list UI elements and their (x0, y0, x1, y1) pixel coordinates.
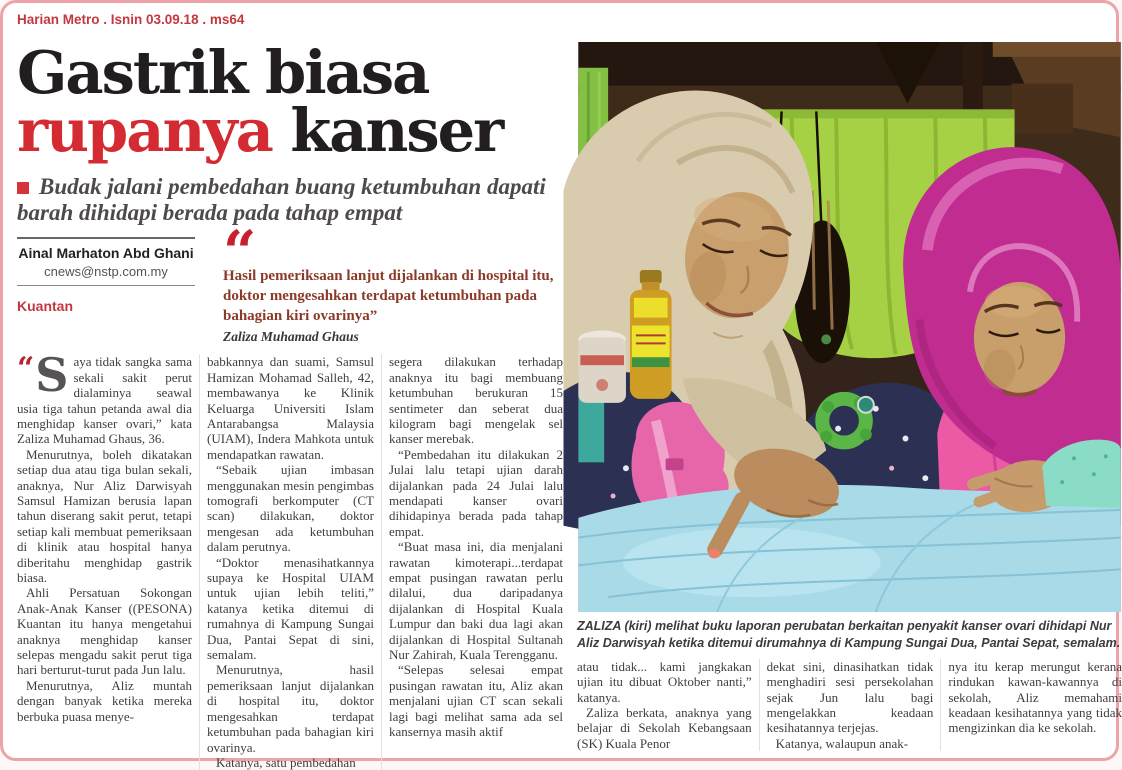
article-paragraph: “Selepas selesai empat pusingan rawatan itu, Aliz akan menjalani ujian CT scan sekali lagi bagi melihat sama ada sel kansernya masih aktif (389, 662, 563, 740)
article-paragraph: Katanya, satu pembedahan (216, 754, 356, 770)
headline (17, 38, 565, 165)
continuation-column-1 (577, 659, 759, 751)
article-paragraph: dekat sini, dinasihatkan tidak menghadiri sesi persekolahan sejak Jun lalu bagi mengelakkan keadaan kesihatannya terjejas. (766, 658, 934, 736)
article-paragraph: Katanya, walaupun anak- (775, 735, 909, 751)
watch-face (858, 397, 874, 413)
article-paragraph: Menurutnya, hasil pemeriksaan lanjut dijalankan di hospital itu, doktor mengesahkan terdapat ketumbuhan pada bahagian kiri ovarinya. (207, 662, 374, 755)
continuation-column-2 (759, 659, 941, 751)
painted-fingernail (708, 549, 720, 559)
byline-box (17, 237, 195, 345)
article-continuation (577, 659, 1122, 751)
headline-line1: Gastrik biasa (17, 38, 429, 107)
square-bullet-icon (17, 182, 29, 194)
photo-illustration-mother-daughter (577, 42, 1122, 612)
author-name: Ainal Marhaton Abd Ghani (18, 244, 194, 261)
article-paragraph: “Buat masa ini, dia menjalani rawatan kimoterapi...terdapat empat pusingan rawatan perlu dilalui, dua daripadanya dijalankan di Hospital Kuala Lumpur dan baki dua lagi akan dijalankan di Hospital Sultanah Nur Zahirah, Kuala Terengganu. (389, 539, 563, 663)
article-paragraph: Menurutnya, Aliz muntah dengan banyak ketika mereka berbuka puasa menye- (17, 677, 192, 724)
photo-caption: ZALIZA (kiri) melihat buku laporan perubatan berkaitan penyakit kanser ovari dihidapi Nur Aliz Darwisyah ketika ditemui dirumahnya di Kampung Sungai Dua, Pantai Sepat, semalam. (577, 619, 1121, 650)
article-paragraph: Ahli Persatuan Sokongan Anak-Anak Kanser ((PESONA) Kuantan itu hanya mengetahui anaknya menghidap kanser selepas mengadu sakit perut tiga hari berturut-turut pada Jun lalu. (17, 585, 192, 678)
article-paragraph: Zaliza berkata, anaknya yang belajar di Sekolah Kebangsaan (SK) Kuala Penor (577, 704, 752, 751)
drop-cap: S (35, 348, 69, 403)
article-paragraph: segera dilakukan terhadap anaknya itu bagi membuang ketumbuhan berukuran 15 sentimeter dan seberat dua kilogram bagi mengelak sel kanser merebak. (389, 354, 563, 447)
article-region (12, 32, 565, 770)
article-paragraph: “Doktor menasihatkannya supaya ke Hospital UIAM untuk ujian lebih teliti,” katanya ketika ditemui di rumahnya di Kampung Sungai Dua, Pantai Sepat di sini, semalam. (207, 554, 374, 663)
article-paragraph: atau tidak... kami jangkakan ujian itu dibuat Oktober nanti,” katanya. (577, 658, 752, 705)
article-column-2 (199, 354, 381, 770)
article-paragraph: Menurutnya, boleh dikatakan setiap dua atau tiga bulan sekali, anaknya, Nur Aliz Darwisyah Samsul Hamizan berusia lapan tahun diserang sakit perut, tetapi setiap kali membuat pemeriksaan di klinik atau hospital hanya diberitahu menghidap gastrik biasa. (17, 446, 192, 586)
article-body (17, 348, 565, 770)
pull-quote-text: Hasil pemeriksaan lanjut dijalankan di hospital itu, doktor mengesahkan terdapat ketumbuhan pada bahagian kiri ovarinya” (223, 267, 554, 324)
subhead (17, 174, 565, 227)
article-paragraph: babkannya dan suami, Samsul Hamizan Mohamad Salleh, 42, membawanya ke Klinik Keluarga Universiti Islam Antarabangsa Malaysia (UIAM), Indera Mahkota untuk mendapatkan rawatan. (207, 354, 374, 462)
subhead-text: Budak jalani pembedahan buang ketumbuhan dapati barah dihidapi berada pada tahap empat (17, 173, 546, 226)
article-column-1 (17, 348, 199, 770)
pull-quote-attribution: Zaliza Muhamad Ghaus (223, 329, 359, 345)
byline-top-rule (17, 237, 195, 239)
dateline-location: Kuantan (17, 297, 73, 314)
headline-word-red: rupanya (17, 95, 272, 165)
article-paragraph: “ S aya tidak sangka sama sekali sakit perut dialaminya seawal usia tiga tahun petanda awal dia menghidap kanser ovari,” kata Zaliza Muhamad Ghaus, 36. (17, 348, 192, 447)
article-paragraph: “Pembedahan itu dilakukan 2 Julai lalu tetapi ujian darah dijalankan pada 24 Julai lalu mendapati kanser ovari dihidapinya berada pada tahap empat. (389, 446, 563, 539)
photo-frame (577, 42, 1122, 612)
continuation-column-3 (940, 659, 1122, 751)
pull-quote (195, 217, 565, 345)
article-paragraph: nya itu kerap merungut kerana rindukan kawan-kawannya di sekolah, Aliz memahami keadaan kesihatannya yang tidak mengizinkan dia ke sekolah. (948, 658, 1122, 736)
byline-bottom-rule (17, 285, 195, 286)
opening-quote-mark: “ (17, 351, 32, 387)
article-column-3 (381, 354, 563, 770)
byline-and-pullquote-row (17, 217, 565, 345)
article-paragraph: “Sebaik ujian imbasan menggunakan mesin pengimbas tomografi berkomputer (CT scan) dilakukan, doktor mengesan ada ketumbuhan dalam perutnya. (207, 462, 374, 555)
page-content (12, 32, 1122, 770)
headline-line2-black: kanser (271, 95, 503, 165)
author-email: cnews@nstp.com.my (44, 263, 168, 279)
photo-region (577, 32, 1122, 758)
quote-marks-icon: “ (223, 217, 253, 286)
masthead: Harian Metro . Isnin 03.09.18 . ms64 (17, 12, 245, 27)
